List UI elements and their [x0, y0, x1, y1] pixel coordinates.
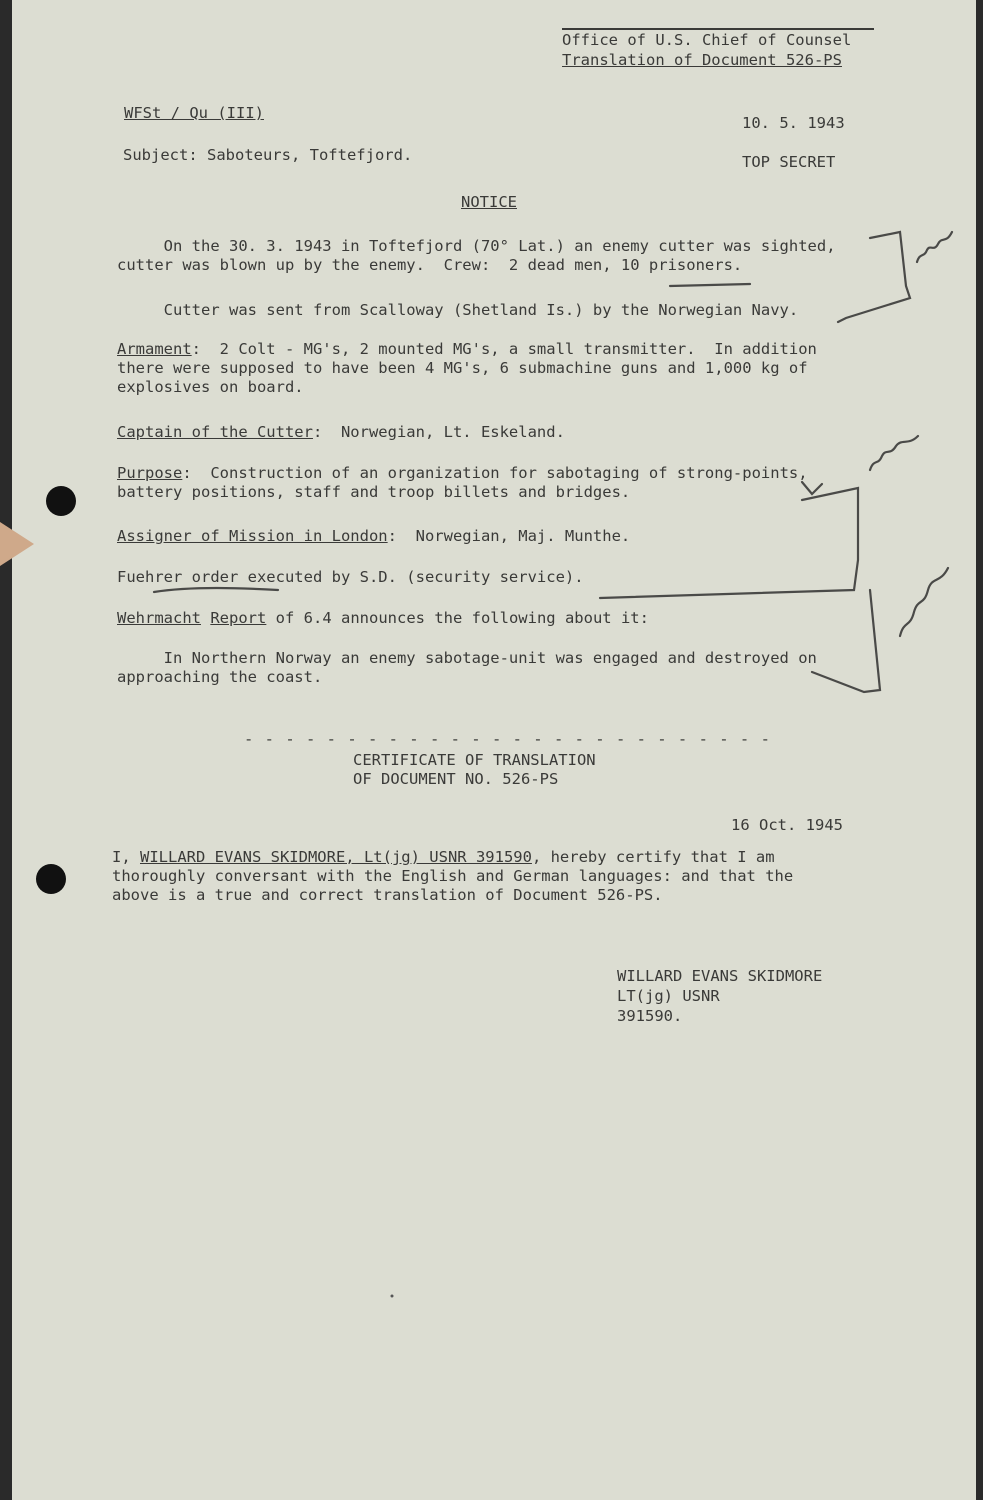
subject-line: Subject: Saboteurs, Toftefjord. [123, 146, 413, 164]
assigner-text: : Norwegian, Maj. Munthe. [387, 527, 631, 545]
purpose-line-1: : Construction of an organization for sabotaging of strong-points, [182, 464, 808, 482]
signature-name: WILLARD EVANS SKIDMORE [617, 967, 823, 985]
fuehrer-line: Fuehrer order executed by S.D. (security service). [117, 568, 584, 586]
scribble-mark-lower [900, 568, 948, 636]
certificate-date: 16 Oct. 1945 [731, 816, 843, 834]
document-date: 10. 5. 1943 [742, 114, 845, 132]
sighting-line-2: cutter was blown up by the enemy. Crew: 2 dead men, 10 prisoners. [117, 256, 743, 274]
signature-rank: LT(jg) USNR [617, 987, 720, 1005]
wehrmacht-text: of 6.4 announces the following about it: [266, 609, 649, 627]
captain-text: : Norwegian, Lt. Eskeland. [312, 423, 565, 441]
scribble-mark-top [917, 232, 952, 262]
origin-line: Cutter was sent from Scalloway (Shetland Is.) by the Norwegian Navy. [117, 301, 799, 319]
wehrmacht-label: Wehrmacht [117, 609, 201, 627]
scribble-mark-middle [870, 436, 918, 470]
report-line-1: In Northern Norway an enemy sabotage-unit was engaged and destroyed on [117, 649, 817, 667]
certificate-title-1: CERTIFICATE OF TRANSLATION [353, 751, 596, 769]
reference-code: WFSt / Qu (III) [124, 104, 264, 122]
assigner-label: Assigner of Mission in London [117, 527, 388, 545]
separator-line: - - - - - - - - - - - - - - - - - - - - - - - - - - [244, 730, 771, 748]
underline-fuehrer [154, 588, 278, 592]
certificate-line-3: above is a true and correct translation of Document 526-PS. [112, 886, 663, 904]
bracket-mark-middle [600, 488, 858, 598]
translation-line: Translation of Document 526-PS [562, 51, 842, 69]
certificate-line-2: thoroughly conversant with the English and German languages: and that the [112, 867, 794, 885]
certificate-line-1: , hereby certify that I am [531, 848, 775, 866]
armament-line-1: : 2 Colt - MG's, 2 mounted MG's, a small transmitter. In addition [191, 340, 817, 358]
armament-label: Armament [117, 340, 192, 358]
captain-label: Captain of the Cutter [117, 423, 313, 441]
pencil-annotations [12, 0, 976, 1500]
classification-label: TOP SECRET [742, 153, 836, 171]
arrow-mark [802, 482, 822, 494]
translator-name: WILLARD EVANS SKIDMORE, Lt(jg) USNR 391590 [140, 848, 532, 866]
bracket-mark-lower [812, 590, 880, 692]
speck [391, 1295, 394, 1298]
report-line-2: approaching the coast. [117, 668, 323, 686]
signature-number: 391590. [617, 1007, 683, 1025]
certificate-prefix: I, [112, 848, 140, 866]
underline-prisoners [670, 284, 750, 286]
office-line: Office of U.S. Chief of Counsel [562, 31, 852, 49]
certificate-title-2: OF DOCUMENT NO. 526-PS [353, 770, 559, 788]
armament-line-2: there were supposed to have been 4 MG's, 6 submachine guns and 1,000 kg of [117, 359, 808, 377]
sighting-line-1: On the 30. 3. 1943 in Toftefjord (70° Lat.) an enemy cutter was sighted, [117, 237, 836, 255]
purpose-line-2: battery positions, staff and troop billets and bridges. [117, 483, 631, 501]
notice-title: NOTICE [461, 193, 517, 211]
purpose-label: Purpose [117, 464, 183, 482]
document-page [12, 0, 976, 1500]
armament-line-3: explosives on board. [117, 378, 304, 396]
bracket-mark-top [838, 232, 910, 322]
report-label: Report [210, 609, 267, 627]
